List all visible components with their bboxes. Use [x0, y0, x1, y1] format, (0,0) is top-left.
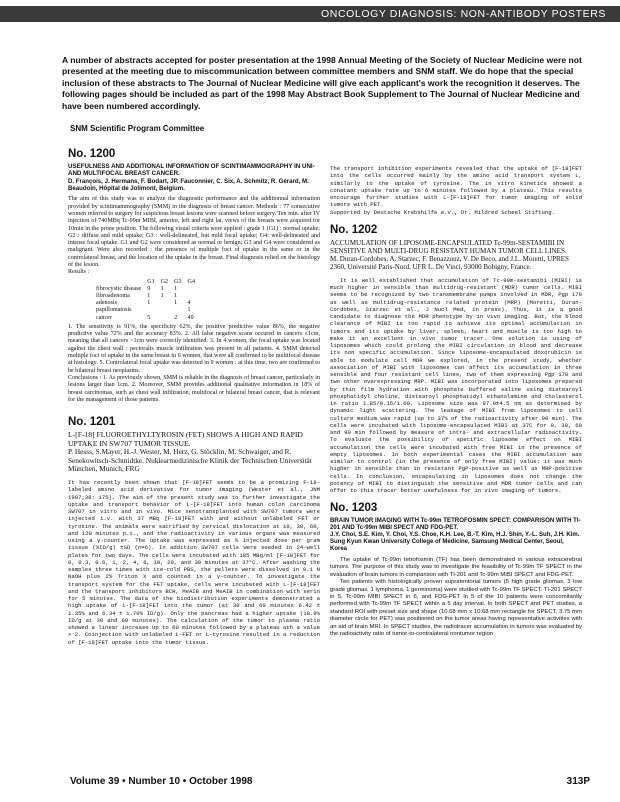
committee-signature: SNM Scientific Program Committee [70, 124, 205, 133]
journal-issue: Volume 39 • Number 10 • October 1998 [70, 776, 253, 787]
abstract-authors: M. Duran-Cordobes, A. Starzec, F. Benazzouz, V. De Beco, and J.L. Moretti, UPRES 2360, Université Paris-Nord, UFR L. De Vinci, 93000 Bobigny, France. [330, 254, 569, 271]
results-label: Results : [68, 269, 90, 276]
section-title: ONCOLOGY DIAGNOSIS: NON-ANTIBODY POSTERS [321, 8, 606, 20]
abstract-1201 [68, 416, 320, 646]
section-header-bar [0, 6, 620, 22]
abstract-body: The uptake of Tc-99m tetrofosmin (TF) has been demonstrated in various extracerebral tumors. The purpose of this study was to investigate the feasibility of Tc-99m TF SPECT in the evaluation of brain tumors in comparison with Tl-201 and Tc-99m MIBI SPECT and FDG-PET. [330, 556, 582, 578]
abstract-authors: P. Hesss, S.Mayer, H.-J. Wester, M. Herz, G. Stöcklin, M. Schwaiger, and R. Senekowitsch-Schmidtke. Nuklearmedizinische Klinik der Technischen Universität München, Munich, FRG [68, 447, 312, 473]
abstract-body: It is well established that accumulation of Tc-99m-sestamibi (MIBI) is much higher in sensible than multidrug-resistant (MDR) tumor cells. MIBI seems to be recognized by two transmembrane pumps involved in MDR, Pgp 170 as well as multidrug-resistance related protein (MRP) (Moretti, Duran-Cordobes, Starzec et al., J Nucl Med, in press). Thus, it is a good candidate to diagnose the MDR phenotype by in vivo imaging. But, the blood clearance of MIBI is too rapid to achieve its optimal accumulation in tumors and its uptake by liver, spleen, heart and muscle is too high to make it an excellent in vivo tumor tracer. One solution is using of liposomes which could prolong the MIBI circulation in blood and decrease its non specific accumulation. Since liposome-encapsulated doxorubicin is able to modulate cell MDR we explored, in the present study, whether association of MIBI with liposomes can affect its accumulation in three sensible and four resistant cell lines, two of them expressing Pgp 170 and two other overexpressing MRP. MIBI was incorporated into liposomes prepared by thin film hydration with phosphate buffered saline using distearoyl phosphatidyl choline, distearoyl phosphatidyl ethanolamine and cholesterol in ratio 1.85/0.15/1.00. Liposome size was 97.9±4.5 nm as determined by dynamic light scattering. The leakage of MIBI from liposomes to cell culture medium was rapid (up to 37% of the radioactivity after 90 min). The cells were incubated with liposome-encapsulated MIBI at 37C for 0, 30, 60 and 90 min followed by measure of intra- and extracellular radioactivity. To evaluate the possibility of specific liposome effect on MIBI accumulation the cells were incubated with free MIBI in the presence of empty liposomes. In both experimental cases the MIBI accumulation was similar to control (in the presence of only free MIBI) value: it was much higher in sensible than in resistant PgP-positive as well as MRP-positive cells. In conclusion, encapsulating in liposomes does not change the potency of MIBI to distinguish the sensitive and MDR tumor cells and can offer to this tracer better usefulness for in vivo imaging of tumors. [330, 276, 582, 494]
abstract-title: ACCUMULATION OF LIPOSOME-ENCAPSULATED Tc-99m-SESTAMIBI IN SENSITIVE AND MULTI-DRUG RESISTANT HUMAN TUMOR CELL LINES. [330, 238, 567, 255]
table-cell: 5 [147, 314, 151, 321]
right-column [330, 165, 582, 638]
intro-paragraph: A number of abstracts accepted for poster presentation at the 1998 Annual Meeting of the Society of Nuclear Medicine were not presented at the meeting due to miscommunication between committee members and SNM staff. We do hope that the special inclusion of these abstracts to The Journal of Nuclear Medicine will give each applicant's work the recognition it deserves. The following pages should be included as part of the 1998 May Abstract Book Supplement to The Journal of Nuclear Medicine and have been numbered accordingly. [62, 55, 582, 111]
abstract-body: It has recently been shown that [F-18]FET seems to be a promizing F-18-labeled amino acid derivative for tumor imaging (Wester et al., JNM 1997;38: 175). The aim of the present study was to further investigate the uptake and transport behavior of L-[F-18]FET into human colon carcinoma SW707 in vitro and in vivo. Mice xenotransplanted with SW707 tumors were injected i.v. with 37 MBq [F-18]FET with and without unlabeled FET or tyrosine. The animals were sacrified by cervical dislocation at 10, 30, 60, and 120 minutes p.i., and the radioactivity in various organs was measured using a γ-counter. The uptake was expressed as % injected dose per gram tissue (%ID/g) ±SD (n=6). In addition SW707 cells were seeded in 24-well plates for two days. The cells were incubated with 185 MBq/ml [F-18]FET for 0, 0.3, 0.6, 1, 2, 4, 6, 10, 20, and 30 minutes at 37°C. After washing the samples three times with ice-cold PBS, the pellets were dissolved in 0.1 N NaOH plus 2% Triton X and counted in a γ-counter. To investigate the transport system for the FET uptake, cells were incubated with L-[F-18]FET and the transport inhibitors BCH, MeAIB and MeAIB in combination with serin for 5 minutes. The data of the biodistribution experiments demonstrated a high uptake of L-[F-18]FET into the tumor (at 30 and 60 minutes 6.42 ± 1.35% and 6.34 ± 1.70% ID/g). Only the pancreas had a higher uptake (18.9% ID/g at 30 and 60 minutes). The calculation of the tumor to plasma ratio showed a linear increase up to 60 minutes followed by a plateau ath a value > 2. Coinjection with unlabeled L-FET or L-tyrosine resulted in a reduction of [F-18]FET uptake into the tumor tissue. [68, 479, 320, 646]
table-cell [188, 286, 201, 293]
table-cell: 1 [187, 307, 191, 314]
table-cell [147, 307, 160, 314]
page-number: 313P [566, 776, 590, 787]
table-cell: fibrocystic disease [96, 285, 142, 292]
table-row [96, 307, 201, 314]
abstract-authors: D. François, J. Hermans, F. Bodart, JP. Fauconnier, C. Six, A. Schmitz, R. Gérard, M. Beaudoin, Hôpital de Jolimont, Belgium. [68, 177, 309, 193]
table-header-cell: G2 [160, 278, 169, 285]
table-row [96, 293, 201, 300]
table-cell: 1 [160, 293, 164, 300]
abstract-conclusions: Conclusions : 1. As previously shown, SMM is reliable in the diagnosis of breast cancer, particularly in lesions larger than 1cm. 2. Moreover, SMM provides additional qualitative information in 18% of breast carcinomas, such as chest wall infiltration, multifocal or bilateral breast cancer, that is relevant for the management of those patients. [68, 374, 320, 403]
table-header-cell: G3 [174, 278, 182, 285]
table-cell: 49 [187, 314, 194, 321]
abstract-1202 [330, 224, 582, 495]
table-cell: 1 [174, 285, 178, 292]
table-cell: 1 [160, 285, 164, 292]
table-cell: adenosis [96, 300, 117, 307]
abstract-1203 [330, 502, 582, 638]
table-row [96, 300, 201, 307]
table-cell [161, 315, 174, 322]
table-cell: fibroadenoma [96, 293, 130, 300]
table-cell [174, 307, 187, 314]
abstract-body: The transport inhibition experiments revealed that the uptake of [F-18]FET into the cells occurred mainly by the amino acid transport system L, similarly to the uptake of tyrosine. The in vitro kinetics showed a constant uptake rate up to 6 minutes followed by a plateau. This results encourage further studies with L-[F-18]FET for tumor imaging of solid tumors with PET. [330, 165, 582, 209]
abstract-support: Supported by Deutsche Krebshilfe e.V., Dr. Mildred Scheel Stiftung. [330, 208, 555, 216]
table-row [96, 286, 201, 293]
table-cell: 1 [174, 293, 178, 300]
abstract-1200 [68, 148, 320, 404]
table-cell: cancer [96, 314, 112, 321]
abstract-number: No. 1200 [68, 148, 116, 160]
table-header-row [96, 279, 201, 286]
table-header-cell: G1 [147, 278, 155, 285]
abstract-number: No. 1203 [330, 502, 378, 515]
abstract-body: Ten patients with histologically proven supratentorial tumors (5 high grade gliomas, 3 low grade gliomas, 1 lymphoma, 1 germinoma) were studied with Tc-99m TF SPECT. Tl-201 SPECT in 5, Tc-99m MIBI SPECT in 6, and FDG-PET in 5 of the 10 patients were concomitantly performed with Tc-99m TF SPECT within a 5 day interval. In both SPECT and PET studies, a standard ROI with preset size and shape (10.68 mm x 10.68 mm rectangle for SPECT, 3.75 mm diameter circle for PET) was positioned on the tumor areas having representative activities with an aid of brain MRI. In SPECT studies, the radiotracer accumulation in tumors was evaluated by the radioactivity ratio of tumor-to-contralateral nontumor region [330, 579, 582, 637]
table-cell [188, 293, 201, 300]
table-cell: 1 [174, 300, 178, 307]
abstract-1201-continued [330, 165, 582, 216]
table-cell: 1 [147, 300, 151, 307]
table-cell: 2 [174, 314, 178, 321]
left-column [68, 148, 320, 646]
abstract-title: L-[F-18] FLUOROETHYLTYROSIN (FET) SHOWS A HIGH AND RAPID UPTAKE IN SW707 TUMOR TISSUE. [68, 430, 303, 448]
table-cell: 9 [147, 285, 151, 292]
abstract-results-text: 1. The sensitivity is 91%, the specificity 62%, the positive predictive value 86%, the negative predictive value 72% and the accuracy 83%. 2. All false negative scans occured in cancers ≤1cm, meaning that all cancers >1cm were correctly identified. 3. In 4 women, the focal uptake was located against the chest wall : pectoralis muscle infiltration was present in all patients. 4. SMM detected multiple foci of uptake in the same breast in 6 women, that were all confirmed to be multifocal disease at histology. 5. Controlateral focal uptake was detected in 9 women : at this time, two are confirmed to be bilateral breast neoplasms. [68, 323, 320, 374]
page-footer [70, 776, 590, 787]
table-header-cell: G4 [187, 278, 195, 285]
table-row [96, 315, 201, 322]
table-cell [161, 300, 174, 307]
results-table [96, 279, 201, 322]
abstract-title: USEFULNESS AND ADDITIONAL INFORMATION OF SCINTIMAMMOGRAPHY IN UNI- AND MULTIFOCAL BREAST CANCER. [68, 163, 315, 178]
abstract-number: No. 1201 [68, 416, 116, 429]
abstract-authors: J.Y. Choi, S.E. Kim, Y. Choi, Y.S. Choe, K.H. Lee, B.-T. Kim, H.J. Shin, Y.-L. Suh, J.H. Kim. Sung Kyun Kwan University College of Medicine, Samsung Medical Center, Seoul, Korea [330, 531, 580, 552]
table-cell: papillomatosis [96, 307, 132, 314]
table-cell [161, 307, 174, 314]
table-cell: 4 [187, 300, 191, 307]
table-cell: 1 [147, 293, 151, 300]
table-header-cell [96, 279, 147, 286]
abstract-title: BRAIN TUMOR IMAGING WITH Tc-99m TETROFOSMIN SPECT: COMPARISON WITH Tl-201 AND Tc-99m MIBI SPECT AND FDG-PET. [330, 517, 581, 532]
abstract-body: The aim of this study was to analyze the diagnostic performance and the additionnal information provided by scintimammography (SMM) in the diagnosis of breast cancer. Methods : 77 consecutive women referred to surgery for suspicious breast lesions were scanned before surgery. Ten min. after IV injection of 740MBq Tc-99m MIBI, anterior, left and right lat. views of the breasts were acquired for 10min in the prone position. The following visual criteria were applied : grade 1 (G1) : normal uptake; G2 : diffuse and mild uptake; G3 : well-delineated, but mild focal uptake; G4: well-delineated and intense focal uptake. G1 and G2 were considered as normal or benign; G3 and G4 were considered as malignant. Were also recorded : the presence of multiple foci of uptake in the same or in the controlateral breast, and the location of the uptake in the breast. Final diagnosis relied on the histology of the lesion. [68, 196, 320, 269]
abstract-number: No. 1202 [330, 223, 378, 236]
